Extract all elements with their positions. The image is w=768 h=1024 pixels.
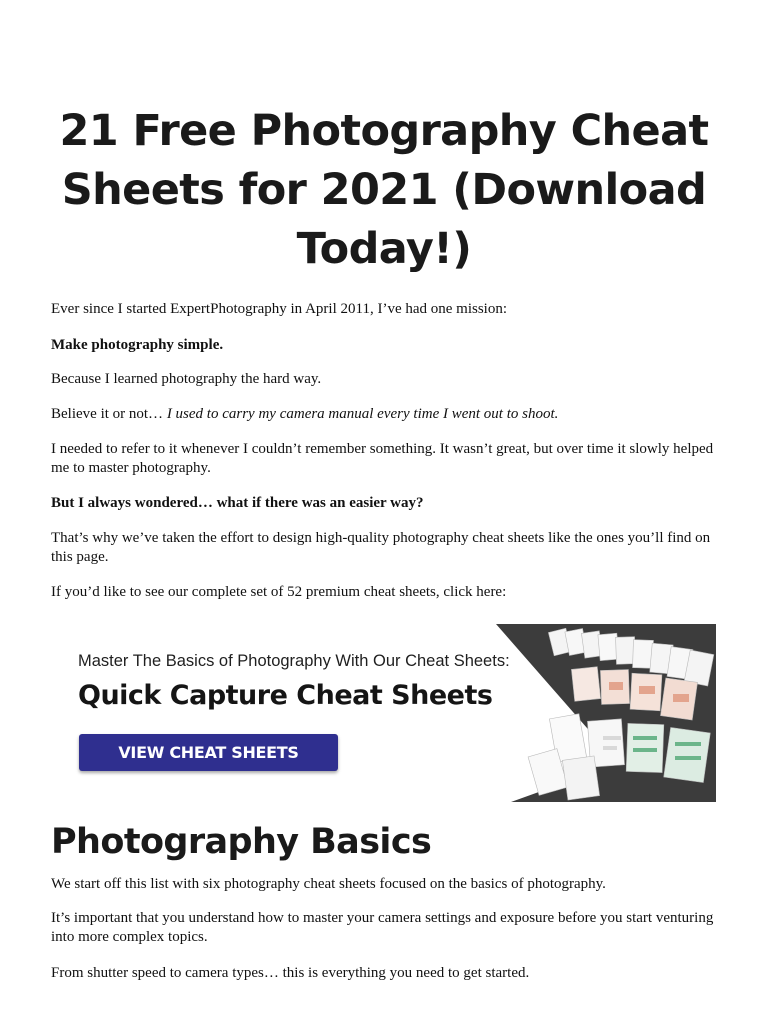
intro-paragraph <box>51 405 717 424</box>
cheat-sheets-banner[interactable] <box>51 624 716 802</box>
intro-paragraph: Because I learned photography the hard way. <box>51 371 322 387</box>
intro-paragraph: If you’d like to see our complete set of 52 premium cheat sheets, click here: <box>51 584 507 600</box>
view-cheat-sheets-button[interactable]: VIEW CHEAT SHEETS <box>79 734 338 771</box>
intro-paragraph-bold <box>51 494 717 513</box>
section-paragraph: From shutter speed to camera types… this is everything you need to get started. <box>51 965 530 981</box>
banner-subtitle: Master The Basics of Photography With Our Cheat Sheets: <box>78 652 510 670</box>
cheat-sheet-fan-image <box>491 624 716 802</box>
banner-title: Quick Capture Cheat Sheets <box>78 680 493 711</box>
page-title: 21 Free Photography Cheat Sheets for 2021 (Download Today!) <box>59 106 709 274</box>
intro-paragraph: I needed to refer to it whenever I couldn’t remember something. It wasn’t great, but over time it slowly helped me to master photography. <box>51 441 714 476</box>
intro-paragraph: That’s why we’ve taken the effort to design high-quality photography cheat sheets like the ones you’ll find on this page. <box>51 530 711 565</box>
section-heading: Photography Basics <box>51 822 432 862</box>
intro-paragraph-bold <box>51 336 717 355</box>
section-paragraph: We start off this list with six photography cheat sheets focused on the basics of photography. <box>51 876 606 892</box>
bold-text: Make photography simple. <box>51 337 224 353</box>
section-paragraph: It’s important that you understand how to master your camera settings and exposure before you start venturing into more complex topics. <box>51 910 714 945</box>
believe-text: Believe it or not… <box>51 406 164 422</box>
bold-text: But I always wondered… what if there was an easier way? <box>51 495 424 511</box>
italic-text: I used to carry my camera manual every time I went out to shoot. <box>166 406 559 422</box>
intro-paragraph: Ever since I started ExpertPhotography in April 2011, I’ve had one mission: <box>51 301 508 317</box>
